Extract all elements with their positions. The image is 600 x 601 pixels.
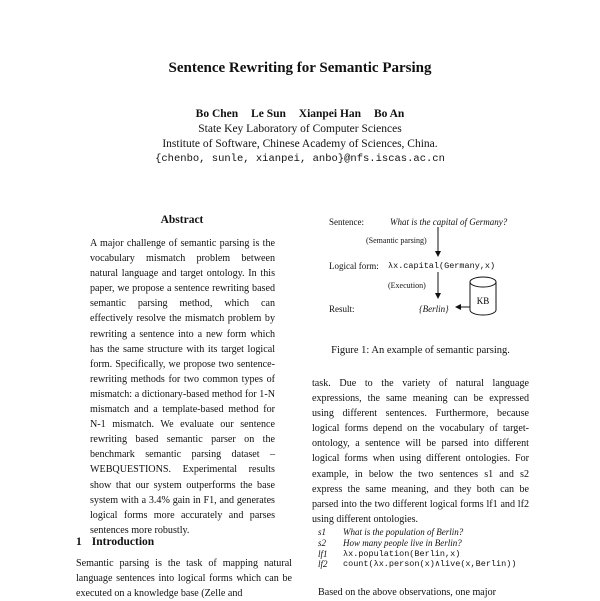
author-name: Bo Chen: [195, 108, 239, 120]
figure-sentence-label: Sentence:: [329, 217, 364, 227]
example-symbol: lf1: [318, 548, 328, 559]
section-title: Introduction: [91, 536, 155, 548]
figure-semantic-parsing: [320, 214, 550, 344]
author-email: {chenbo, sunle, xianpei, anbo}@nfs.iscas.ac.cn: [155, 153, 445, 165]
example-symbol: s2: [318, 537, 327, 548]
affiliation-line-2: Institute of Software, Chinese Academy of Sciences, China.: [162, 138, 438, 150]
figure-result-label: Result:: [329, 304, 355, 314]
example-text: λx.population(Berlin,x): [343, 548, 461, 559]
author-block: [0, 107, 600, 167]
right-column-text: task. Due to the variety of natural language expressions, the same meaning can be expressed using different sentences. Furthermore, because logical forms depend on the vocabulary of target-ontology, a sentence will be parsed into different logical forms when using different ontologies. For example, in below the two sentences s1 and s2 express the same meaning, and they both can be parsed into the two different logical forms lf1 and lf2 using different ontologies.: [312, 378, 529, 525]
abstract-heading: Abstract: [160, 214, 204, 226]
author-name: Le Sun: [251, 108, 286, 120]
example-list: [318, 527, 538, 570]
paper-title: Sentence Rewriting for Semantic Parsing: [168, 60, 432, 76]
example-row: [318, 549, 538, 560]
figure-step-execution: (Execution): [388, 281, 426, 290]
introduction-text: Semantic parsing is the task of mapping natural language sentences into logical forms which can be executed on a knowledge base (Zelle and: [76, 558, 292, 600]
example-text: How many people live in Berlin?: [343, 537, 462, 548]
example-symbol: lf2: [318, 559, 328, 570]
right-column-body: [312, 376, 529, 527]
figure-logical-label: Logical form:: [329, 261, 379, 271]
figure-result-value: {Berlin}: [419, 304, 449, 314]
author-names: [0, 107, 600, 122]
example-text: What is the population of Berlin?: [343, 527, 464, 537]
abstract-body: [90, 236, 275, 538]
example-row: [318, 538, 538, 549]
figure-arrows: [320, 214, 550, 344]
example-row: [318, 527, 538, 538]
figure-caption: Figure 1: An example of semantic parsing.: [331, 345, 510, 356]
right-column-continuation: Based on the above observations, one major: [318, 587, 496, 598]
section-number: 1: [76, 536, 82, 548]
example-symbol: s1: [318, 527, 327, 537]
author-name: Bo An: [373, 108, 405, 120]
figure-logical-value: λx.capital(Germany,x): [388, 261, 496, 271]
figure-step-semantic-parsing: (Semantic parsing): [366, 236, 427, 245]
kb-label: KB: [476, 296, 490, 306]
abstract-text: A major challenge of semantic parsing is the vocabulary mismatch problem between natural language and target ontology. In this paper, we propose a sentence rewriting based semantic parsing method, which can effectively resolve the mismatch problem by rewriting a sentence into a new form which has the same structure with its target logical form. Specifically, we propose two sentence-rewriting methods for two common types of mismatch: a dictionary-based method for 1-N mismatch and a template-based method for N-1 mismatch. We evaluate our sentence rewriting based semantic parser on the benchmark semantic parsing dataset – WEBQUESTIONS. Experimental results show that our system outperforms the base system with a 3.4% gain in F1, and generates logical forms more accurately and parses sentences more robustly.: [90, 238, 275, 536]
example-text: count(λx.person(x)∧live(x,Berlin)): [343, 559, 517, 570]
introduction-body: [76, 556, 292, 601]
affiliation-line-1: State Key Laboratory of Computer Sciences: [198, 123, 402, 135]
section-heading-introduction: [76, 536, 154, 548]
author-name: Xianpei Han: [298, 108, 362, 120]
figure-sentence-value: What is the capital of Germany?: [390, 217, 508, 227]
example-row: [318, 559, 538, 570]
